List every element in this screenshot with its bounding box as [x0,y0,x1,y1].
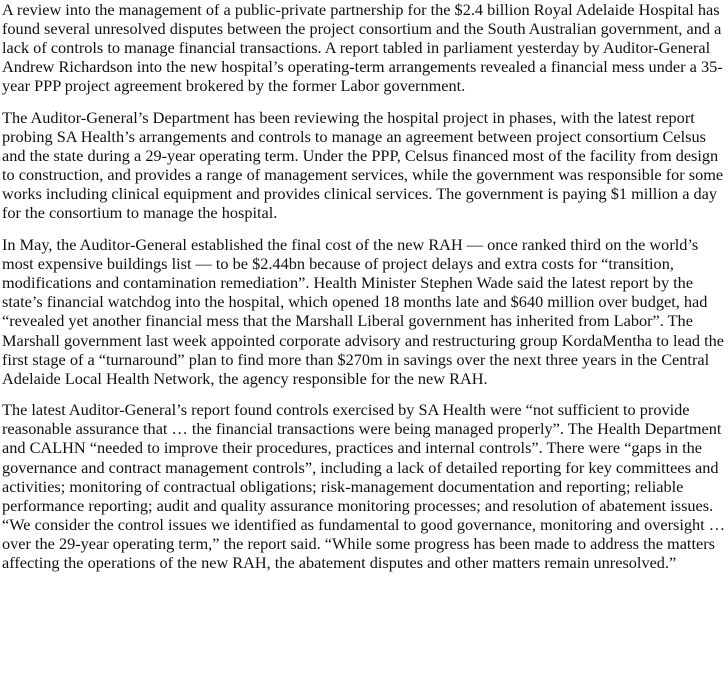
paragraph-4: The latest Auditor-General’s report found controls exercised by SA Health were “not sufficient to provide reasonable assurance that … the financial transactions were being managed properly”. The Health Department and CALHN “needed to improve their procedures, practices and internal controls”. There were “gaps in the governance and contract management controls”, including a lack of detailed reporting for key committees and activities; monitoring of contractual obligations; risk-management documentation and reporting; reliable performance reporting; audit and quality assurance monitoring processes; and resolution of abatement issues. “We consider the control issues we identified as fundamental to good governance, monitoring and oversight … over the 29-year operating term,” the report said. “While some progress has been made to address the matters affecting the operations of the new RAH, the abatement disputes and other matters remain unresolved.” [2,400,726,573]
paragraph-3: In May, the Auditor-General established the final cost of the new RAH — once ranked third on the world’s most expensive buildings list — to be $2.44bn because of project delays and extra costs for “transition, modifications and contamination remediation”. Health Minister Stephen Wade said the latest report by the state’s financial watchdog into the hospital, which opened 18 months late and $640 million over budget, had “revealed yet another financial mess that the Marshall Liberal government has inherited from Labor”. The Marshall government last week appointed corporate advisory and restructuring group KordaMentha to lead the first stage of a “turnaround” plan to find more than $270m in savings over the next three years in the Central Adelaide Local Health Network, the agency responsible for the new RAH. [2,235,725,388]
paragraph-2: The Auditor-General’s Department has been reviewing the hospital project in phases, with the latest report probing SA Health’s arrangements and controls to manage an agreement between project consortium Celsus and the state during a 29-year operating term. Under the PPP, Celsus financed most of the facility from design to construction, and provides a range of management services, while the government was responsible for some works including clinical equipment and provides clinical services. The government is paying $1 million a day for the consortium to manage the hospital. [2,107,724,223]
paragraph-1: A review into the management of a public-private partnership for the $2.4 billion Royal Adelaide Hospital has found several unresolved disputes between the project consortium and the South Australian government, and a lack of controls to manage financial transactions. A report tabled in parliament yesterday by Auditor-General Andrew Richardson into the new hospital’s operating-term arrangements revealed a financial mess under a 35-year PPP project agreement brokered by the former Labor government. [2,0,723,96]
article-body [2,0,726,572]
